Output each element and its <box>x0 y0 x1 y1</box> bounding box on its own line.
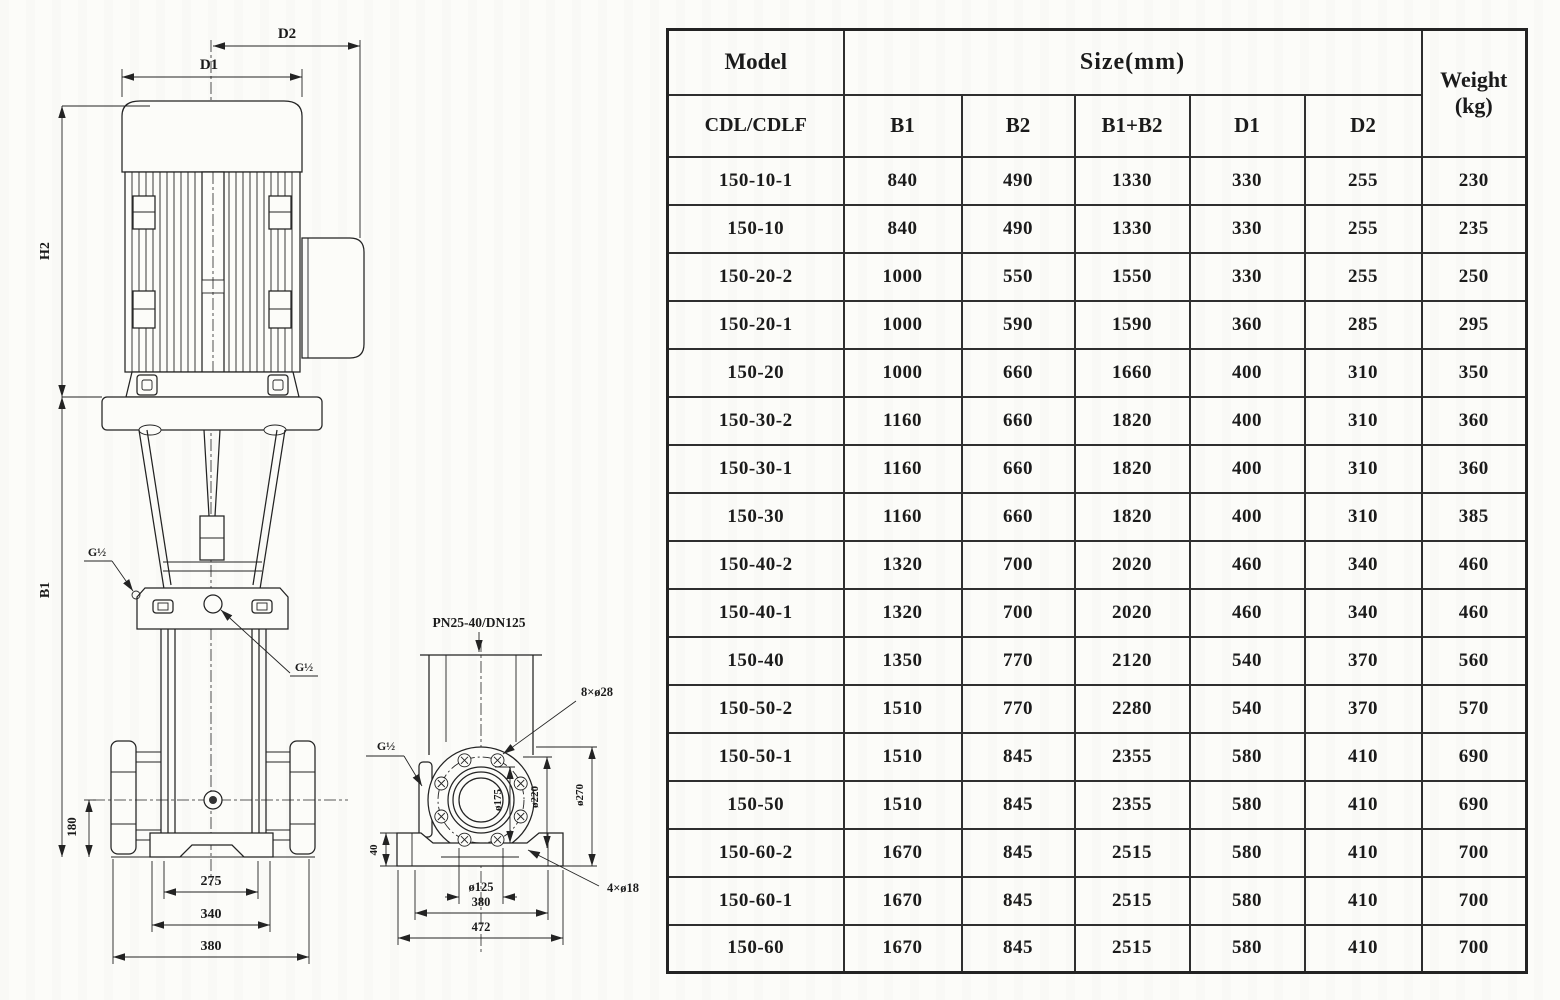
table-cell: 360 <box>1422 397 1527 445</box>
header-size: Size(mm) <box>844 30 1422 95</box>
table-row <box>668 925 1527 973</box>
motor-bolt-right <box>268 375 288 395</box>
table-cell: 660 <box>962 493 1075 541</box>
table-cell: 410 <box>1305 781 1422 829</box>
table-row <box>668 349 1527 397</box>
table-cell: 690 <box>1422 733 1527 781</box>
table-cell: 150-40-2 <box>668 541 844 589</box>
table-cell: 1820 <box>1075 493 1190 541</box>
motor-bolt-left <box>137 375 157 395</box>
dim-label-180: 180 <box>64 817 79 837</box>
table-cell: 150-20-2 <box>668 253 844 301</box>
table-cell: 400 <box>1190 493 1305 541</box>
table-cell: 660 <box>962 349 1075 397</box>
flange-outer-circle <box>428 747 534 853</box>
table-cell: 1820 <box>1075 445 1190 493</box>
table-cell: 410 <box>1305 925 1422 973</box>
table-cell: 1160 <box>844 445 962 493</box>
table-cell: 2515 <box>1075 877 1190 925</box>
table-row <box>668 733 1527 781</box>
table-cell: 360 <box>1422 445 1527 493</box>
table-cell: 1670 <box>844 829 962 877</box>
table-cell: 1590 <box>1075 301 1190 349</box>
table-cell: 700 <box>1422 829 1527 877</box>
dim-label-380: 380 <box>200 939 222 954</box>
table-cell: 150-40-1 <box>668 589 844 637</box>
table-cell: 370 <box>1305 685 1422 733</box>
table-cell: 490 <box>962 157 1075 205</box>
table-cell: 150-10-1 <box>668 157 844 205</box>
table-cell: 460 <box>1422 541 1527 589</box>
table-cell: 2515 <box>1075 925 1190 973</box>
header-col-b1b2: B1+B2 <box>1075 95 1190 157</box>
table-row <box>668 589 1527 637</box>
bolt-holes-label: 8×ø28 <box>580 685 614 699</box>
table-row <box>668 637 1527 685</box>
table-cell: 310 <box>1305 397 1422 445</box>
table-cell: 2020 <box>1075 589 1190 637</box>
table-cell: 690 <box>1422 781 1527 829</box>
table-cell: 1510 <box>844 781 962 829</box>
table-cell: 150-20 <box>668 349 844 397</box>
table-cell: 1320 <box>844 541 962 589</box>
front-view <box>38 26 364 964</box>
coupling-guard <box>163 562 262 571</box>
dim-label-175: ø175 <box>492 789 504 811</box>
table-cell: 150-50-2 <box>668 685 844 733</box>
table-cell: 700 <box>1422 925 1527 973</box>
table-cell: 400 <box>1190 397 1305 445</box>
table-cell: 2120 <box>1075 637 1190 685</box>
header-col-b1: B1 <box>844 95 962 157</box>
flange-view <box>366 615 639 952</box>
table-cell: 580 <box>1190 733 1305 781</box>
table-cell: 845 <box>962 829 1075 877</box>
dim-label-125: ø125 <box>468 880 494 894</box>
lantern-bracket <box>139 430 285 589</box>
table-cell: 660 <box>962 445 1075 493</box>
table-cell: 150-50-1 <box>668 733 844 781</box>
dim-label-h2: H2 <box>38 242 53 260</box>
header-col-d2: D2 <box>1305 95 1422 157</box>
table-cell: 560 <box>1422 637 1527 685</box>
dim-label-270: ø270 <box>574 784 586 806</box>
table-cell: 660 <box>962 397 1075 445</box>
table-cell: 310 <box>1305 445 1422 493</box>
table-cell: 400 <box>1190 445 1305 493</box>
table-cell: 250 <box>1422 253 1527 301</box>
header-weight-word: Weight <box>1440 67 1508 93</box>
dim-label-d2: D2 <box>277 26 297 42</box>
motor-stool-flange <box>102 397 322 430</box>
table-cell: 385 <box>1422 493 1527 541</box>
base-holes-label: 4×ø18 <box>606 881 640 895</box>
header-col-b2: B2 <box>962 95 1075 157</box>
table-cell: 255 <box>1305 205 1422 253</box>
pump-technical-drawing <box>0 0 665 1000</box>
motor-top-cap <box>122 101 302 172</box>
table-cell: 1510 <box>844 733 962 781</box>
table-cell: 1510 <box>844 685 962 733</box>
table-cell: 1550 <box>1075 253 1190 301</box>
table-cell: 150-10 <box>668 205 844 253</box>
table-cell: 350 <box>1422 349 1527 397</box>
table-cell: 540 <box>1190 637 1305 685</box>
table-cell: 340 <box>1305 589 1422 637</box>
suction-flange <box>111 741 136 854</box>
table-cell: 1330 <box>1075 205 1190 253</box>
table-cell: 150-60 <box>668 925 844 973</box>
table-cell: 1160 <box>844 397 962 445</box>
table-cell: 460 <box>1190 541 1305 589</box>
table-cell: 230 <box>1422 157 1527 205</box>
table-header-row-2 <box>668 95 1527 157</box>
table-cell: 370 <box>1305 637 1422 685</box>
table-cell: 255 <box>1305 157 1422 205</box>
table-cell: 550 <box>962 253 1075 301</box>
table-cell: 330 <box>1190 157 1305 205</box>
table-cell: 770 <box>962 685 1075 733</box>
table-row <box>668 541 1527 589</box>
table-cell: 580 <box>1190 781 1305 829</box>
table-cell: 310 <box>1305 493 1422 541</box>
table-cell: 700 <box>962 589 1075 637</box>
table-row <box>668 157 1527 205</box>
dim-label-275: 275 <box>200 874 222 889</box>
pump-base <box>150 833 273 857</box>
table-cell: 150-60-1 <box>668 877 844 925</box>
table-cell: 150-30-2 <box>668 397 844 445</box>
table-cell: 1330 <box>1075 157 1190 205</box>
table-cell: 330 <box>1190 205 1305 253</box>
table-cell: 570 <box>1422 685 1527 733</box>
header-weight-unit: (kg) <box>1454 93 1493 119</box>
table-cell: 1000 <box>844 349 962 397</box>
header-weight <box>1422 30 1527 157</box>
table-row <box>668 205 1527 253</box>
header-model: Model <box>668 30 844 95</box>
table-cell: 410 <box>1305 733 1422 781</box>
table-cell: 150-30 <box>668 493 844 541</box>
table-cell: 255 <box>1305 253 1422 301</box>
table-cell: 1000 <box>844 301 962 349</box>
table-cell: 1000 <box>844 253 962 301</box>
size-table <box>666 28 1528 974</box>
table-cell: 1660 <box>1075 349 1190 397</box>
table-cell: 235 <box>1422 205 1527 253</box>
port-label-top: G½ <box>294 660 314 674</box>
table-cell: 770 <box>962 637 1075 685</box>
table-row <box>668 493 1527 541</box>
table-cell: 845 <box>962 733 1075 781</box>
header-col-d1: D1 <box>1190 95 1305 157</box>
table-row <box>668 877 1527 925</box>
table-row <box>668 829 1527 877</box>
table-cell: 295 <box>1422 301 1527 349</box>
table-row <box>668 253 1527 301</box>
table-cell: 1160 <box>844 493 962 541</box>
table-cell: 840 <box>844 157 962 205</box>
table-cell: 580 <box>1190 877 1305 925</box>
table-cell: 1320 <box>844 589 962 637</box>
head-vent-port <box>204 595 222 613</box>
table-cell: 285 <box>1305 301 1422 349</box>
table-cell: 2355 <box>1075 733 1190 781</box>
table-cell: 150-30-1 <box>668 445 844 493</box>
table-cell: 590 <box>962 301 1075 349</box>
table-row <box>668 301 1527 349</box>
table-header-row-1 <box>668 30 1527 95</box>
size-table-body <box>668 157 1527 973</box>
dimension-table-container <box>666 28 1525 975</box>
table-cell: 580 <box>1190 829 1305 877</box>
table-cell: 460 <box>1190 589 1305 637</box>
dim-label-base-380: 380 <box>471 895 491 909</box>
table-cell: 580 <box>1190 925 1305 973</box>
table-row <box>668 445 1527 493</box>
table-cell: 400 <box>1190 349 1305 397</box>
table-cell: 410 <box>1305 829 1422 877</box>
discharge-flange <box>290 741 315 854</box>
table-cell: 845 <box>962 877 1075 925</box>
dim-label-340: 340 <box>200 907 222 922</box>
table-cell: 360 <box>1190 301 1305 349</box>
table-row <box>668 781 1527 829</box>
table-cell: 150-40 <box>668 637 844 685</box>
table-cell: 845 <box>962 925 1075 973</box>
table-cell: 330 <box>1190 253 1305 301</box>
dim-label-b1: B1 <box>38 581 53 599</box>
table-cell: 340 <box>1305 541 1422 589</box>
dim-label-472: 472 <box>471 920 491 934</box>
table-cell: 845 <box>962 781 1075 829</box>
header-model-sub: CDL/CDLF <box>668 95 844 157</box>
table-cell: 460 <box>1422 589 1527 637</box>
table-row <box>668 397 1527 445</box>
port-label-side: G½ <box>87 545 107 559</box>
table-cell: 150-50 <box>668 781 844 829</box>
table-cell: 540 <box>1190 685 1305 733</box>
dim-label-40: 40 <box>368 844 380 856</box>
table-cell: 150-60-2 <box>668 829 844 877</box>
table-cell: 490 <box>962 205 1075 253</box>
table-cell: 840 <box>844 205 962 253</box>
terminal-box <box>302 238 364 358</box>
table-cell: 2280 <box>1075 685 1190 733</box>
dim-label-220: ø220 <box>529 786 541 808</box>
table-cell: 700 <box>1422 877 1527 925</box>
table-cell: 310 <box>1305 349 1422 397</box>
table-cell: 150-20-1 <box>668 301 844 349</box>
table-cell: 700 <box>962 541 1075 589</box>
table-cell: 1350 <box>844 637 962 685</box>
table-cell: 2355 <box>1075 781 1190 829</box>
table-cell: 1820 <box>1075 397 1190 445</box>
table-cell: 1670 <box>844 925 962 973</box>
table-cell: 2515 <box>1075 829 1190 877</box>
flange-port-label: G½ <box>376 739 396 753</box>
table-cell: 2020 <box>1075 541 1190 589</box>
table-cell: 1670 <box>844 877 962 925</box>
dim-label-d1: D1 <box>199 57 219 73</box>
flange-standard-label: PN25-40/DN125 <box>432 615 526 630</box>
table-row <box>668 685 1527 733</box>
table-cell: 410 <box>1305 877 1422 925</box>
